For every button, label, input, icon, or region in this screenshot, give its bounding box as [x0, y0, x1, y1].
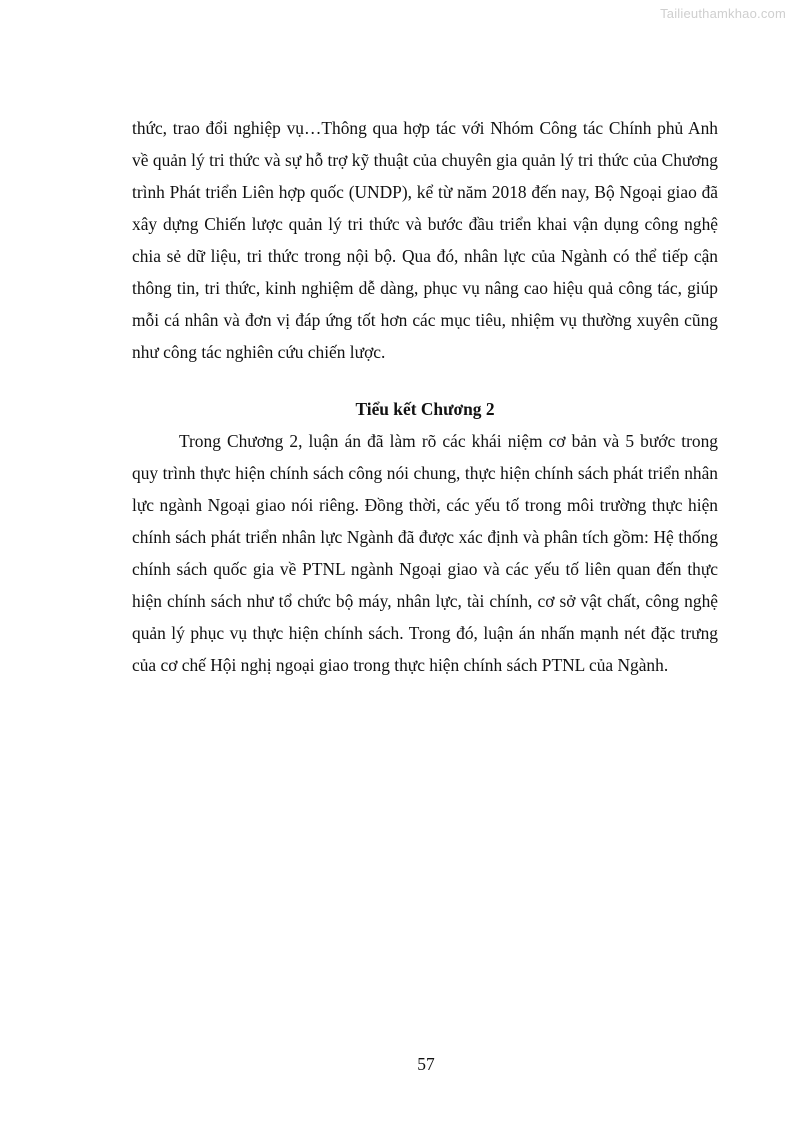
- watermark-text: Tailieuthamkhao.com: [660, 6, 786, 21]
- body-paragraph-2: Trong Chương 2, luận án đã làm rõ các khái niệm cơ bản và 5 bước trong quy trình thực hiện chính sách công nói chung, thực hiện chính sách phát triển nhân lực ngành Ngoại giao nói riêng. Đồng thời, các yếu tố trong môi trường thực hiện chính sách phát triển nhân lực Ngành đã được xác định và phân tích gồm: Hệ thống chính sách quốc gia về PTNL ngành Ngoại giao và các yếu tố liên quan đến thực hiện chính sách như tổ chức bộ máy, nhân lực, tài chính, cơ sở vật chất, công nghệ quản lý phục vụ thực hiện chính sách. Trong đó, luận án nhấn mạnh nét đặc trưng của cơ chế Hội nghị ngoại giao trong thực hiện chính sách PTNL của Ngành.: [132, 431, 718, 675]
- document-body: [132, 112, 718, 681]
- body-paragraph-1: thức, trao đổi nghiệp vụ…Thông qua hợp tác với Nhóm Công tác Chính phủ Anh về quản lý tri thức và sự hỗ trợ kỹ thuật của chuyên gia quản lý tri thức của Chương trình Phát triển Liên hợp quốc (UNDP), kể từ năm 2018 đến nay, Bộ Ngoại giao đã xây dựng Chiến lược quản lý tri thức và bước đầu triển khai vận dụng công nghệ chia sẻ dữ liệu, tri thức trong nội bộ. Qua đó, nhân lực của Ngành có thể tiếp cận thông tin, tri thức, kinh nghiệm dễ dàng, phục vụ nâng cao hiệu quả công tác, giúp mỗi cá nhân và đơn vị đáp ứng tốt hơn các mục tiêu, nhiệm vụ thường xuyên cũng như công tác nghiên cứu chiến lược.: [132, 118, 718, 362]
- page-number: 57: [417, 1054, 435, 1074]
- section-heading: Tiểu kết Chương 2: [355, 399, 495, 419]
